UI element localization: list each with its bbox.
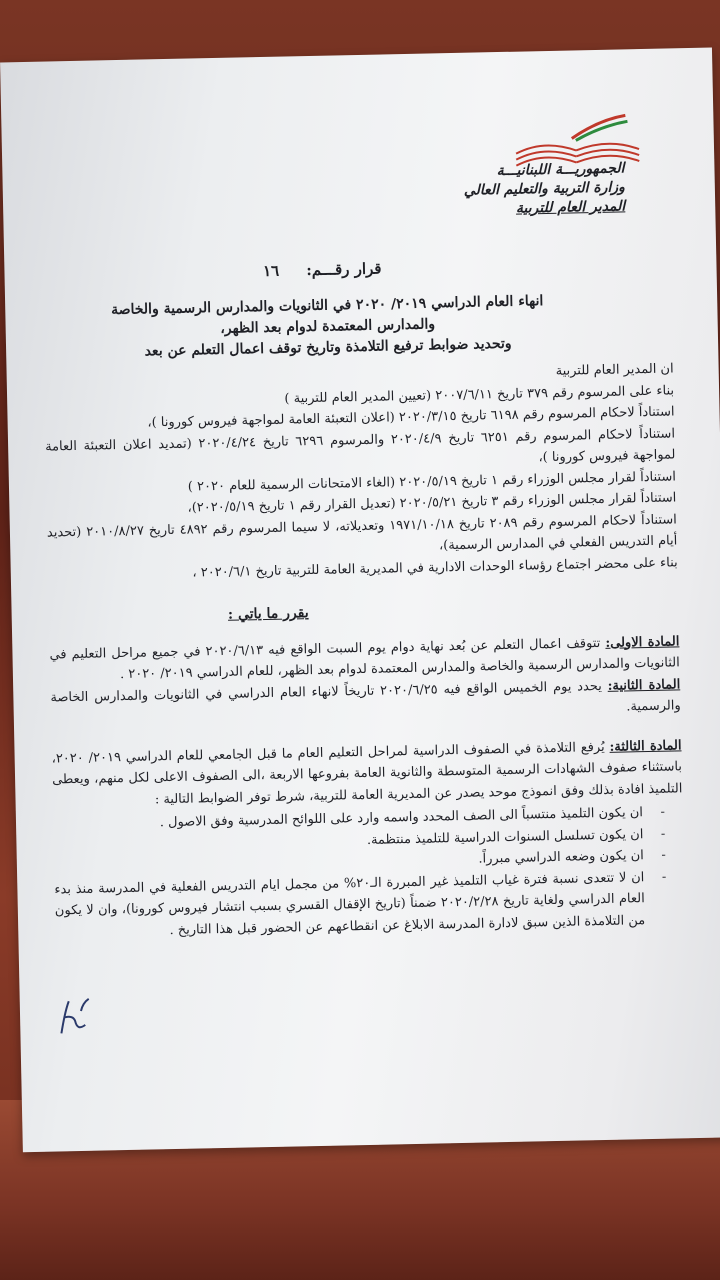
- decision-number-value: ١٦: [262, 261, 280, 280]
- decision-title: [47, 290, 608, 365]
- preamble-line: استناداً لقرار مجلس الوزراء رقم ١ تاريخ ٢٠٢٠/٥/١٩ (الغاء الامتحانات الرسمية للعام ٢٠٢٠ ): [187, 468, 677, 495]
- article-label: المادة الاولى:: [605, 633, 680, 651]
- preamble-line: استناداً لاحكام المرسوم رقم ٦١٩٨ تاريخ ٢٠٢٠/٣/١٥ (اعلان التعبئة العامة لمواجهة فيروس كورونا )،: [147, 404, 675, 431]
- title-line-3: وتحديد ضوابط ترفيع التلامذة وتاريخ توقف اعمال التعلم عن بعد: [144, 335, 512, 360]
- condition-item: - ان يكون تسلسل السنوات الدراسية للتلميذ منتظمة.: [53, 824, 643, 858]
- preamble-line: ان المدير العام للتربية: [555, 361, 674, 379]
- decides-heading: يقرر ما ياتي :: [227, 605, 309, 623]
- document-body: [44, 358, 686, 943]
- signature-initial: [55, 991, 96, 1042]
- article-text: تتوقف اعمال التعلم عن بُعد نهاية دوام يوم السبت الواقع فيه ٢٠٢٠/٦/١٣ في جميع مراحل التعليم في الثانويات والمدارس الرسمية والخاصة والمدارس المعتمدة لدوام بعد الظهر، للعام الدراسي ٢٠١٩/ ٢٠٢٠ .: [49, 635, 680, 683]
- title-line-1: انهاء العام الدراسي ٢٠١٩/ ٢٠٢٠ في الثانويات والمدارس الرسمية والخاصة: [110, 293, 544, 319]
- preamble-line: استناداً لاحكام المرسوم رقم ٦٢٥١ تاريخ ٢٠٢٠/٤/٩ والمرسوم ٦٢٩٦ تاريخ ٢٠٢٠/٤/٢٤ (تمديد اعلان التعبئة العامة لمواجهة فيروس كورونا )،: [44, 425, 676, 466]
- director-title: المدير العام للتربية: [515, 198, 626, 217]
- decision-number: [241, 260, 382, 281]
- letterhead: [324, 159, 625, 222]
- article-label: المادة الثالثة:: [609, 737, 682, 755]
- article-3: [51, 735, 682, 813]
- republic-name: الجمهوريـــة اللبنانيـــة: [496, 160, 625, 180]
- decision-number-label: قرار رقـــم:: [306, 259, 382, 280]
- conditions-list: [53, 801, 686, 943]
- document-page: [0, 48, 720, 1153]
- condition-item: - ان لا تتعدى نسبة فترة غياب التلميذ غير المبررة الـ٢٠% من مجمل ايام التدريس الفعلية في المدرسة منذ بدء العام الدراسي ولغاية تاريخ ٢٠٢٠/٢/٢٨ ضمناً (تاريخ الإقفال القسري بسبب انتشار فيروس كورونا)، وان لا يكون من التلامذة الذين سبق لادارة المدرسة الابلاغ عن انقطاعهم عن الحضور قبل هذا التاريخ .: [54, 867, 645, 944]
- article-text: يحدد يوم الخميس الواقع فيه ٢٠٢٠/٦/٢٥ تاريخاً لانهاء العام الدراسي في الثانويات والمدارس الخاصة والرسمية.: [50, 678, 681, 715]
- preamble-line: بناء على محضر اجتماع رؤساء الوحدات الادارية في المديرية العامة للتربية تاريخ ٢٠٢٠/٦/١ ،: [192, 554, 678, 581]
- preamble-line: استناداً لاحكام المرسوم رقم ٢٠٨٩ تاريخ ١٩٧١/١٠/١٨ وتعديلاته، لا سيما المرسوم رقم ٤٨٩٢ تاريخ ٢٠١٠/٨/٢٧ (تحديد أيام التدريس الفعلي في المدارس الرسمية)،: [46, 511, 678, 554]
- preamble-line: بناء على المرسوم رقم ٣٧٩ تاريخ ٢٠٠٧/٦/١١ (تعيين المدير العام للتربية ): [284, 382, 675, 407]
- title-line-2: والمدارس المعتمدة لدوام بعد الظهر،: [220, 316, 436, 337]
- article-text: يُرفع التلامذة في الصفوف الدراسية لمراحل التعليم العام ما قبل الجامعي للعام الدراسي ٢٠١٩/ ٢٠٢٠، باستثناء صفوف الشهادات الرسمية المتوسطة والثانوية العامة بفروعها الاربعة ،الى الصفوف الاعلى لكل منهم، ويعطى التلميذ افادة بذلك وفق انموذج موحد يصدر عن المديرية العامة للتربية، شرط توفر الضوابط التالية :: [51, 739, 683, 807]
- condition-item: - ان يكون وضعه الدراسي مبرراً.: [54, 845, 644, 879]
- preamble-line: استناداً لقرار مجلس الوزراء رقم ٣ تاريخ ٢٠٢٠/٥/٢١ (تعديل القرار رقم ١ تاريخ ٢٠٢٠/٥/١٩)،: [187, 490, 677, 516]
- article-label: المادة الثانية:: [607, 676, 681, 694]
- ministry-name: وزارة التربية والتعليم العالي: [463, 179, 625, 199]
- condition-item: - ان يكون التلميذ منتسباً الى الصف المحدد واسمه وارد على اللوائح المدرسية وفق الاصول .: [53, 802, 643, 836]
